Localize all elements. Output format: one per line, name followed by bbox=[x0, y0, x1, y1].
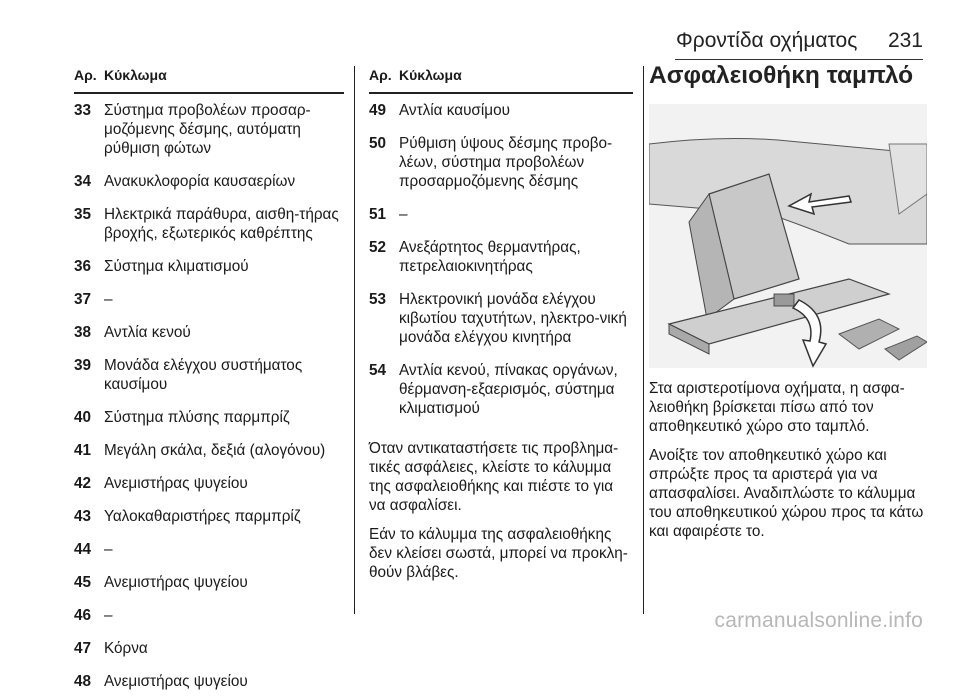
table-row bbox=[74, 401, 344, 434]
fuse-number: 37 bbox=[74, 291, 92, 308]
table-row bbox=[74, 198, 344, 250]
fuse-number: 50 bbox=[369, 135, 387, 152]
table-row bbox=[74, 599, 344, 632]
table-rows bbox=[369, 94, 633, 425]
table-row bbox=[74, 316, 344, 349]
table-row bbox=[74, 566, 344, 599]
circuit-name: Ρύθμιση ύψους δέσμης προβο-λέων, σύστημα προβολέων προσαρμοζόμενης δέσμης bbox=[399, 135, 613, 190]
circuit-name: Ηλεκτρονική μονάδα ελέγχου κιβωτίου ταχυτήτων, ηλεκτρο-νική μονάδα ελέγχου κινητήρα bbox=[399, 291, 627, 346]
circuit-name: – bbox=[104, 541, 113, 558]
fuse-number: 46 bbox=[74, 607, 92, 624]
fuse-number: 49 bbox=[369, 102, 387, 119]
circuit-name: Ανεξάρτητος θερμαντήρας, πετρελαιοκινητήρας bbox=[399, 239, 581, 275]
page-header bbox=[0, 27, 960, 57]
table-row bbox=[74, 165, 344, 198]
table-row bbox=[74, 632, 344, 665]
fuse-number: 52 bbox=[369, 239, 387, 256]
table-header-name: Κύκλωμα bbox=[399, 67, 462, 83]
fuse-number: 38 bbox=[74, 324, 92, 341]
table-row bbox=[74, 500, 344, 533]
column-divider bbox=[643, 66, 644, 614]
section-title: Φροντίδα οχήματος bbox=[676, 29, 858, 52]
fuse-number: 43 bbox=[74, 508, 92, 525]
circuit-name: Μεγάλη σκάλα, δεξιά (αλογόνου) bbox=[104, 442, 326, 459]
paragraph: Εάν το κάλυμμα της ασφαλειοθήκης δεν κλείσει σωστά, μπορεί να προκλη-θούν βλάβες. bbox=[369, 526, 628, 581]
circuit-name: Ηλεκτρικά παράθυρα, αισθη-τήρας βροχής, εξωτερικός καθρέπτης bbox=[104, 206, 339, 242]
table-row bbox=[74, 665, 344, 698]
table-rows bbox=[74, 94, 344, 698]
table-header bbox=[369, 66, 633, 94]
table-row bbox=[369, 354, 633, 425]
table-row bbox=[369, 198, 633, 231]
table-header-name: Κύκλωμα bbox=[104, 67, 167, 83]
page-number: 231 bbox=[887, 29, 923, 52]
circuit-name: Κόρνα bbox=[104, 640, 148, 657]
table-row bbox=[74, 283, 344, 316]
fuse-number: 44 bbox=[74, 541, 92, 558]
table-header-num: Αρ. bbox=[74, 67, 97, 83]
table-row bbox=[74, 434, 344, 467]
table-row bbox=[74, 94, 344, 165]
circuit-name: Αντλία κενού bbox=[104, 324, 191, 341]
table-row bbox=[369, 127, 633, 198]
fuse-number: 45 bbox=[74, 574, 92, 591]
table-header bbox=[74, 66, 344, 94]
fuse-number: 54 bbox=[369, 362, 387, 379]
circuit-name: Αντλία κενού, πίνακας οργάνων, θέρμανση-εξαερισμός, σύστημα κλιματισμού bbox=[399, 362, 618, 417]
fuse-number: 48 bbox=[74, 673, 92, 690]
table-header-num: Αρ. bbox=[369, 67, 392, 83]
circuit-name: Μονάδα ελέγχου συστήματος καυσίμου bbox=[104, 357, 303, 393]
circuit-name: – bbox=[399, 206, 408, 223]
circuit-name: Σύστημα προβολέων προσαρ-μοζόμενης δέσμης, αυτόματη ρύθμιση φώτων bbox=[104, 102, 311, 157]
circuit-name: Υαλοκαθαριστήρες παρμπρίζ bbox=[104, 508, 301, 525]
fuse-number: 35 bbox=[74, 206, 92, 223]
circuit-name: Ανακυκλοφορία καυσαερίων bbox=[104, 173, 296, 190]
circuit-name: Ανεμιστήρας ψυγείου bbox=[104, 673, 248, 690]
fuse-number: 53 bbox=[369, 291, 387, 308]
table-row bbox=[74, 349, 344, 401]
fuse-table-column-1 bbox=[74, 66, 344, 698]
circuit-name: Ανεμιστήρας ψυγείου bbox=[104, 574, 248, 591]
table-row bbox=[74, 533, 344, 566]
fuse-number: 34 bbox=[74, 173, 92, 190]
header-rule bbox=[675, 59, 923, 60]
fuse-number: 36 bbox=[74, 258, 92, 275]
circuit-name: Αντλία καυσίμου bbox=[399, 102, 510, 119]
instrument-panel-fusebox-column bbox=[649, 62, 931, 551]
section-heading: Ασφαλειοθήκη ταμπλό bbox=[649, 62, 914, 89]
circuit-name: Σύστημα κλιματισμού bbox=[104, 258, 249, 275]
table-row bbox=[369, 283, 633, 354]
table-row bbox=[369, 94, 633, 127]
paragraph: Όταν αντικαταστήσετε τις προβλημα-τικές ασφάλειες, κλείστε το κάλυμμα της ασφαλειοθήκης και πιέστε το για να ασφαλίσει. bbox=[369, 440, 619, 514]
fuse-number: 51 bbox=[369, 206, 387, 223]
fuse-number: 39 bbox=[74, 357, 92, 374]
fuse-number: 41 bbox=[74, 442, 92, 459]
table-row bbox=[369, 231, 633, 283]
circuit-name: – bbox=[104, 607, 113, 624]
fuse-number: 40 bbox=[74, 409, 92, 426]
fuse-number: 42 bbox=[74, 475, 92, 492]
fuse-number: 47 bbox=[74, 640, 92, 657]
table-row bbox=[74, 467, 344, 500]
paragraph: Ανοίξτε τον αποθηκευτικό χώρο και σπρώξτε προς τα αριστερά για να απασφαλίσει. Αναδιπλώστε το κάλυμμα του αποθηκευτικού χώρου προς τα κάτω και αφαιρέστε το. bbox=[649, 447, 924, 540]
column-divider bbox=[354, 66, 355, 614]
table-row bbox=[74, 250, 344, 283]
watermark: carmanualsonline.info bbox=[714, 609, 923, 632]
fuse-number: 33 bbox=[74, 102, 92, 119]
glovebox-fusebox-illustration bbox=[649, 104, 927, 368]
paragraph: Στα αριστεροτίμονα οχήματα, η ασφα-λειοθήκη βρίσκεται πίσω από τον αποθηκευτικό χώρο στο ταμπλό. bbox=[649, 380, 905, 435]
circuit-name: Ανεμιστήρας ψυγείου bbox=[104, 475, 248, 492]
fuse-table-column-2 bbox=[369, 66, 633, 592]
circuit-name: – bbox=[104, 291, 113, 308]
circuit-name: Σύστημα πλύσης παρμπρίζ bbox=[104, 409, 290, 426]
